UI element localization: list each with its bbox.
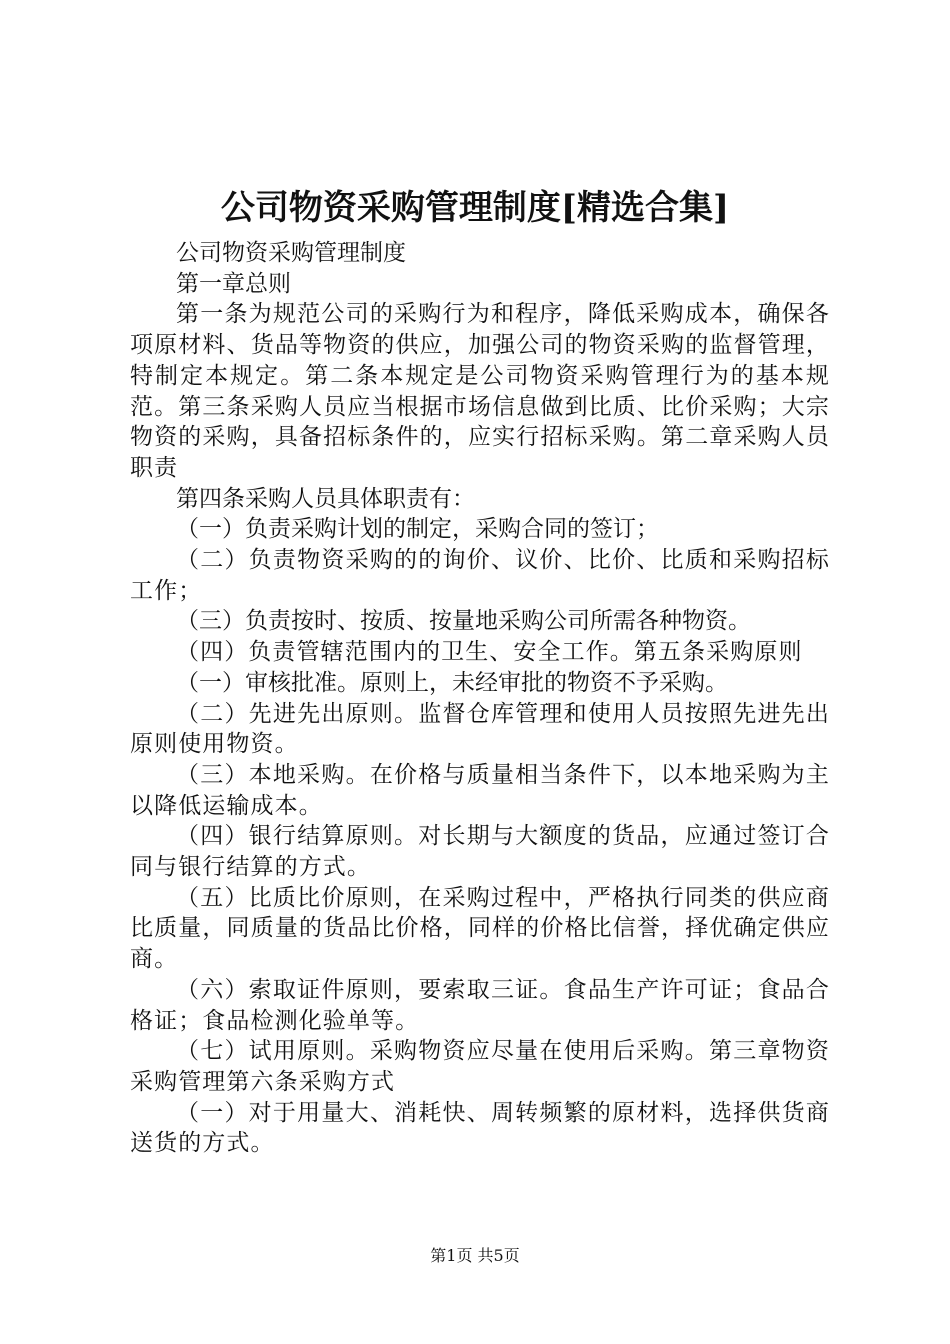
paragraph: （二）负责物资采购的的询价、议价、比价、比质和采购招标工作； xyxy=(130,547,830,604)
paragraph: （七）试用原则。采购物资应尽量在使用后采购。第三章物资采购管理第六条采购方式 xyxy=(130,1038,830,1095)
page-footer: 第1页 共5页 xyxy=(430,1246,520,1265)
document-title: 公司物资采购管理制度[精选合集] xyxy=(220,188,730,228)
document-body xyxy=(130,238,830,1159)
paragraph: （一）对于用量大、消耗快、周转频繁的原材料，选择供货商送货的方式。 xyxy=(130,1099,830,1157)
paragraph: （六）索取证件原则，要索取三证。食品生产许可证；食品合格证；食品检测化验单等。 xyxy=(130,976,830,1034)
paragraph: 第一章总则 xyxy=(176,270,291,297)
paragraph: 第一条为规范公司的采购行为和程序，降低采购成本，确保各项原材料、货品等物资的供应，加强公司的物资采购的监督管理，特制定本规定。第二条本规定是公司物资采购管理行为的基本规范。第三条采购人员应当根据市场信息做到比质、比价采购；大宗物资的采购，具备招标条件的，应实行招标采购。第二章采购人员职责 xyxy=(130,301,830,481)
paragraph: （三）本地采购。在价格与质量相当条件下，以本地采购为主以降低运输成本。 xyxy=(130,761,830,819)
paragraph: （五）比质比价原则，在采购过程中，严格执行同类的供应商比质量，同质量的货品比价格，同样的价格比信誉，择优确定供应商。 xyxy=(130,884,830,973)
paragraph: 公司物资采购管理制度 xyxy=(176,240,406,266)
paragraph: （四）负责管辖范围内的卫生、安全工作。第五条采购原则 xyxy=(176,639,803,666)
paragraph: （一）审核批准。原则上，未经审批的物资不予采购。 xyxy=(176,669,728,696)
paragraph: （三）负责按时、按质、按量地采购公司所需各种物资。 xyxy=(176,608,751,635)
paragraph: 第四条采购人员具体职责有： xyxy=(176,485,475,512)
paragraph: （二）先进先出原则。监督仓库管理和使用人员按照先进先出原则使用物资。 xyxy=(130,700,830,758)
paragraph: （四）银行结算原则。对长期与大额度的货品，应通过签订合同与银行结算的方式。 xyxy=(130,823,830,881)
paragraph: （一）负责采购计划的制定，采购合同的签订； xyxy=(176,516,659,543)
